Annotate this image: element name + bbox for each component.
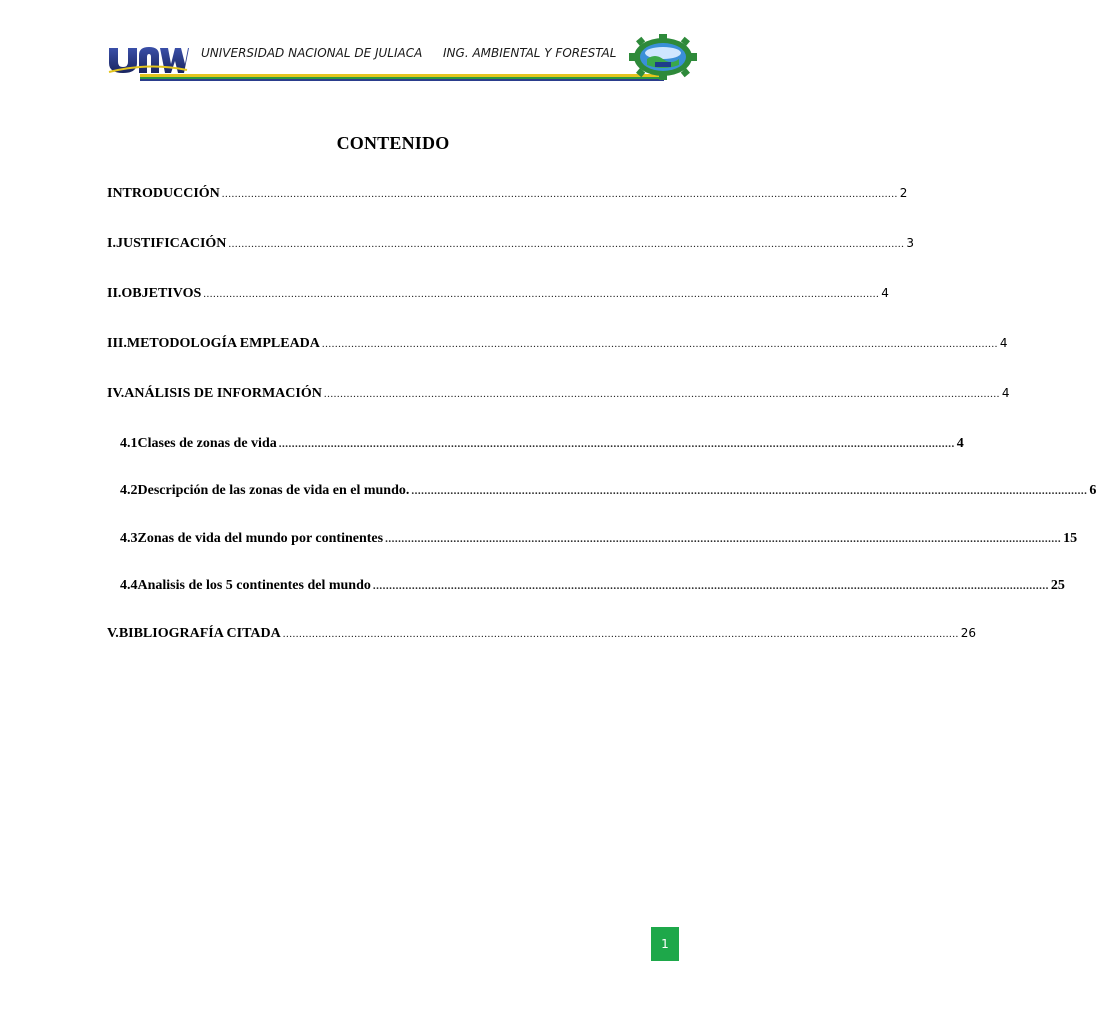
- toc-entry-bibliografia[interactable]: [107, 626, 977, 644]
- toc-dot-leader: ................................................................................................................................................................................................................: [228, 238, 905, 250]
- toc-entry-label: Analisis de los 5 continentes del mundo: [137, 578, 371, 593]
- toc-entry-label: INTRODUCCIÓN: [107, 186, 220, 201]
- toc-entry-number: 4.1: [120, 436, 138, 451]
- toc-entry-number: 4.3: [120, 531, 138, 546]
- toc-page-number: 26: [960, 626, 977, 640]
- faculty-seal-icon: [628, 34, 698, 80]
- toc-entry-number: 4.4: [120, 578, 138, 593]
- toc-page-number: 4: [956, 436, 964, 451]
- toc-page-number: 6: [1089, 483, 1096, 498]
- toc-entry-analisis[interactable]: [107, 386, 1010, 404]
- page-header: [0, 0, 768, 90]
- toc-entry-introduccion[interactable]: [107, 186, 908, 204]
- toc-dot-leader: ................................................................................................................................................................................................................: [203, 288, 880, 300]
- toc-page-number: 25: [1050, 578, 1065, 593]
- toc-entry-metodologia[interactable]: [107, 336, 1008, 354]
- toc-page-number: 4: [999, 336, 1008, 350]
- toc-entry-label: Descripción de las zonas de vida en el mundo.: [137, 483, 410, 498]
- toc-page-number: 4: [881, 286, 889, 300]
- toc-entry-justificacion[interactable]: [107, 236, 915, 254]
- toc-entry-label: Zonas de vida del mundo por continentes: [137, 531, 384, 546]
- toc-entry-number: I.: [107, 236, 116, 251]
- toc-dot-leader: ................................................................................................................................................................................................................: [323, 388, 1000, 400]
- toc-entry-objetivos[interactable]: [107, 286, 889, 304]
- toc-entry-label: OBJETIVOS: [121, 286, 202, 301]
- toc-entry-label: JUSTIFICACIÓN: [115, 236, 227, 251]
- toc-dot-leader: ................................................................................................................................................................................................................: [221, 188, 898, 200]
- toc-entry-4-1[interactable]: [120, 436, 964, 454]
- toc-dot-leader: ................................................................................................................................................................................................................: [321, 338, 998, 350]
- toc-entry-number: III.: [107, 336, 127, 351]
- toc-entry-number: IV.: [107, 386, 125, 401]
- university-logo: [107, 42, 189, 74]
- toc-entry-number: II.: [107, 286, 122, 301]
- page-number-badge: 1: [651, 927, 679, 961]
- toc-entry-label: Clases de zonas de vida: [137, 436, 277, 451]
- toc-entry-number: 4.2: [120, 483, 138, 498]
- toc-dot-leader: ................................................................................................................................................................................................................: [372, 580, 1049, 592]
- header-divider-blue: [140, 79, 664, 81]
- toc-entry-label: BIBLIOGRAFÍA CITADA: [118, 626, 281, 641]
- toc-dot-leader: ................................................................................................................................................................................................................: [385, 533, 1062, 545]
- toc-dot-leader: ................................................................................................................................................................................................................: [278, 438, 955, 450]
- toc-page-number: 3: [906, 236, 915, 250]
- document-title: CONTENIDO: [336, 133, 450, 153]
- toc-entry-4-3[interactable]: [120, 531, 1078, 549]
- header-department-name: ING. AMBIENTAL Y FORESTAL: [443, 46, 617, 60]
- toc-page-number: 4: [1001, 386, 1010, 400]
- toc-page-number: 15: [1063, 531, 1078, 546]
- toc-entry-label: ANÁLISIS DE INFORMACIÓN: [124, 386, 322, 401]
- toc-entry-4-4[interactable]: [120, 578, 1065, 596]
- header-university-name: UNIVERSIDAD NACIONAL DE JULIACA: [201, 46, 423, 60]
- toc-dot-leader: ................................................................................................................................................................................................................: [411, 485, 1088, 497]
- toc-entry-number: V.: [107, 626, 119, 641]
- toc-entry-4-2[interactable]: [120, 483, 1096, 501]
- toc-entry-label: METODOLOGÍA EMPLEADA: [126, 336, 320, 351]
- toc-dot-leader: ................................................................................................................................................................................................................: [282, 628, 959, 640]
- toc-page-number: 2: [899, 186, 908, 200]
